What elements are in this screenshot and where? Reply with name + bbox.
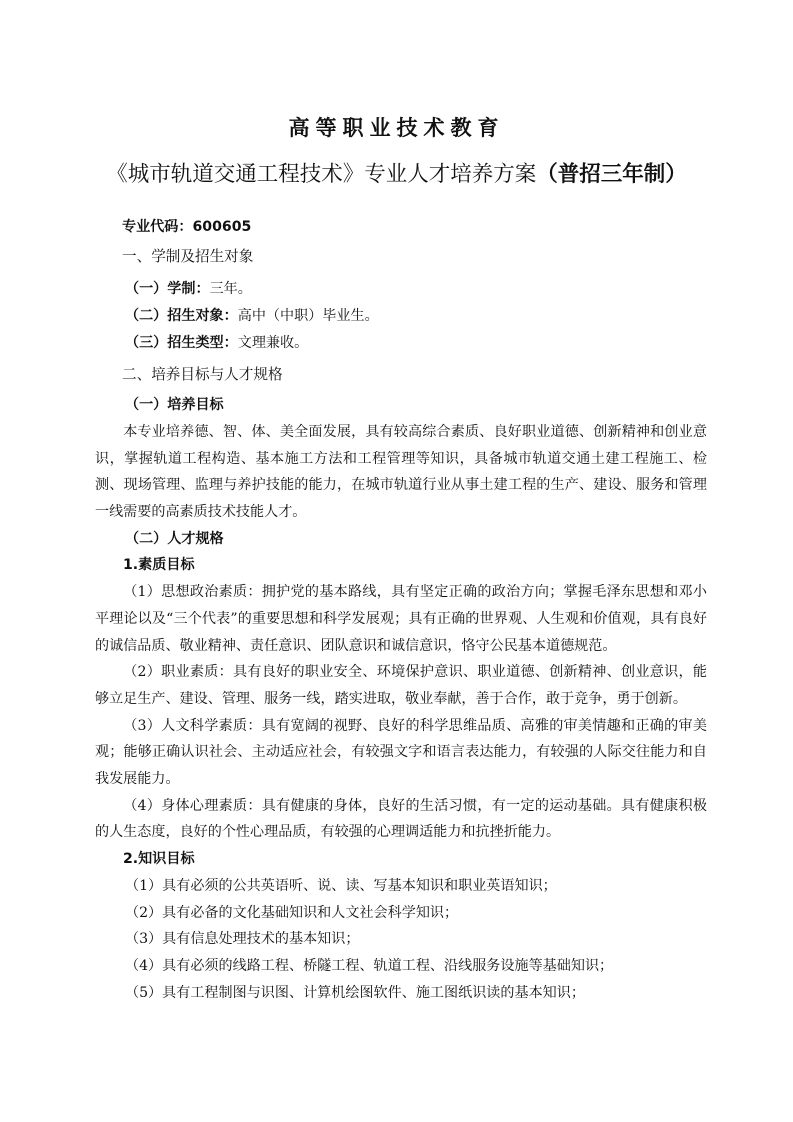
item-value: 高中（中职）毕业生。 <box>237 308 379 325</box>
document-header: 高等职业技术教育 <box>288 116 505 140</box>
item-label: （二）招生对象： <box>125 308 238 325</box>
knowledge-heading: 2.知识目标 <box>123 851 195 868</box>
quality-paragraph: （1）思想政治素质：拥护党的基本路线，具有坚定正确的政治方向；掌握毛泽东思想和邓小平理论以及“三个代表”的重要思想和科学发展观；具有正确的世界观、人生观和价值观，具有良好的诚信品质、敬业精神、责任意识、团队意识和诚信意识，恪守公民基本道德规范。 <box>95 584 707 654</box>
knowledge-item: （1）具有必须的公共英语听、说、读、写基本知识和职业英语知识； <box>125 877 557 894</box>
knowledge-item: （3）具有信息处理技术的基本知识； <box>125 931 360 948</box>
document-title <box>0 157 793 188</box>
subheading-goal <box>125 392 707 419</box>
sec1-item <box>125 276 707 303</box>
knowledge-item: （5）具有工程制图与识图、计算机绘图软件、施工图纸识读的基本知识； <box>125 984 585 1001</box>
goal-paragraph: 本专业培养德、智、体、美全面发展，具有较高综合素质、良好职业道德、创新精神和创业意识，掌握轨道工程构造、基本施工方法和工程管理等知识，具备城市轨道交通土建工程施工、检测、现场管理、监理与养护技能的能力，在城市轨道行业从事土建工程的生产、建设、服务和管理一线需要的高素质技术技能人才。 <box>95 423 707 521</box>
item-label: （三）招生类型： <box>125 334 238 351</box>
document-body <box>95 214 707 1006</box>
subheading-spec <box>125 526 707 553</box>
section-heading-1: 一、学制及招生对象 <box>122 247 254 265</box>
subheading-text: （一）培养目标 <box>125 397 224 414</box>
title-suffix: （普招三年制） <box>536 162 687 187</box>
knowledge-item: （2）具有必备的文化基础知识和人文社会科学知识； <box>125 904 459 921</box>
subheading-text: （二）人才规格 <box>125 530 224 547</box>
section-heading-2: 二、培养目标与人才规格 <box>122 365 283 383</box>
quality-paragraph: （4）身体心理素质：具有健康的身体，良好的生活习惯，有一定的运动基础。具有健康积极的人生态度，良好的个性心理品质，有较强的心理调适能力和抗挫折能力。 <box>95 797 707 841</box>
quality-paragraph: （2）职业素质：具有良好的职业安全、环境保护意识、职业道德、创新精神、创业意识，能够立足生产、建设、管理、服务一线，踏实进取，敬业奉献，善于合作，敢于竞争，勇于创新。 <box>95 664 707 707</box>
item-label: （一）学制： <box>125 281 210 298</box>
item-value: 三年。 <box>209 281 252 298</box>
major-code: 专业代码：600605 <box>122 219 252 235</box>
title-main: 《城市轨道交通工程技术》专业人才培养方案 <box>106 162 537 187</box>
sec1-item <box>125 330 707 357</box>
quality-heading: 1.素质目标 <box>123 557 195 574</box>
sec1-item <box>125 303 707 330</box>
item-value: 文理兼收。 <box>237 334 309 351</box>
quality-paragraph: （3）人文科学素质：具有宽阔的视野、良好的科学思维品质、高雅的审美情趣和正确的审美观；能够正确认识社会、主动适应社会，有较强文字和语言表达能力，有较强的人际交往能力和自我发展能力。 <box>95 717 707 788</box>
knowledge-item: （4）具有必须的线路工程、桥隧工程、轨道工程、沿线服务设施等基础知识； <box>125 957 614 974</box>
